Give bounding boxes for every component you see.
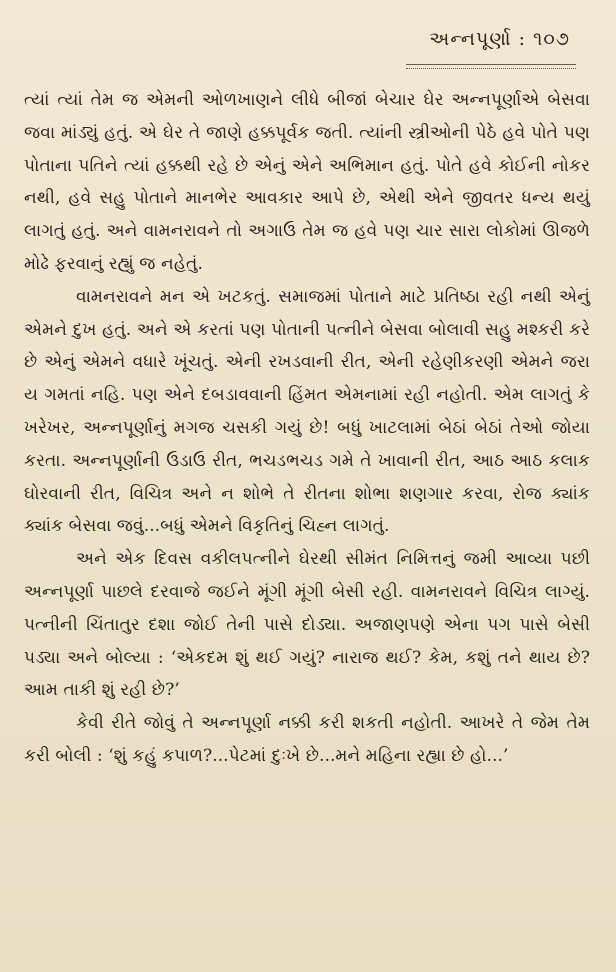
running-header: અન્નપૂર્ણા : ૧૦૭ [429, 28, 570, 50]
paragraph-4: કેવી રીતે જોવું તે અન્નપૂર્ણા નક્કી કરી શકતી નહોતી. આખરે તે જેમ તેમ કરી બોલી : ‘શું કહું કપાળ?...પેટમાં દુઃખે છે...મને મહિના રહ્યા છે હો...’ [24, 713, 590, 766]
paragraph-2: વામનરાવને મન એ ખટકતું. સમાજમાં પોતાને માટે પ્રતિષ્ઠા રહી નથી એનું એમને દુખ હતું. અને એ કરતાં પણ પોતાની પત્નીને બેસવા બોલાવી સહુ મશ્કરી કરે છે એનું એમને વધારે ખૂંચતું. એની રખડવાની રીત, એની રહેણીકરણી એમને જરા ય ગમતાં નહિ. પણ એને દબડાવવાની હિંમત એમનામાં રહી નહોતી. એમ લાગતું કે ખરેખર, અન્નપૂર્ણાનું મગજ ચસકી ગયું છે! બધું ખાટલામાં બેઠાં બેઠાં તેઓ જોયા કરતા. અન્નપૂર્ણાની ઉડાઉ રીત, ભચડભચડ ગમે તે ખાવાની રીત, આઠ આઠ કલાક ઘોરવાની રીત, વિચિત્ર અને ન શોભે તે રીતના શોભા શણગાર કરવા, રોજ ક્યાંક ક્યાંક બેસવા જવું...બધું એમને વિકૃતિનું ચિહ્ન લાગતું. [24, 286, 590, 537]
header-underline [406, 64, 576, 69]
paragraph-3: અને એક દિવસ વકીલપત્નીને ઘેરથી સીમંત નિમિત્તનું જમી આવ્યા પછી અન્નપૂર્ણા પાછલે દરવાજે જઈને મૂંગી મૂંગી બેસી રહી. વામનરાવને વિચિત્ર લાગ્યું. પત્નીની ચિંતાતુર દશા જોઈ તેની પાસે દોડ્યા. અજાણપણે એના પગ પાસે બેસી પડ્યા અને બોલ્યા : ‘એકદમ શું થઈ ગયું? નારાજ થઈ? કેમ, કશું તને થાય છે? આમ તાકી શું રહી છે?’ [24, 549, 590, 701]
page-body [24, 84, 590, 773]
paragraph-1: ત્યાં ત્યાં તેમ જ એમની ઓળખાણને લીધે બીજાં બેચાર ઘેર અન્નપૂર્ણાએ બેસવા જવા માંડ્યું હતું. એ ઘેર તે જાણે હક્કપૂર્વક જતી. ત્યાંની સ્ત્રીઓની પેઠે હવે પોતે પણ પોતાના પતિને ત્યાં હક્કથી રહે છે એનું એને અભિમાન હતું. પોતે હવે કોઈની નોકર નથી, હવે સહુ પોતાને માનભેર આવકાર આપે છે, એથી એને જીવતર ધન્ય થયું લાગતું હતું. અને વામનરાવને તો અગાઉ તેમ જ હવે પણ ચાર સારા લોકોમાં ઊજળે મોઢે ફરવાનું રહ્યું જ નહેતું. [24, 90, 590, 274]
